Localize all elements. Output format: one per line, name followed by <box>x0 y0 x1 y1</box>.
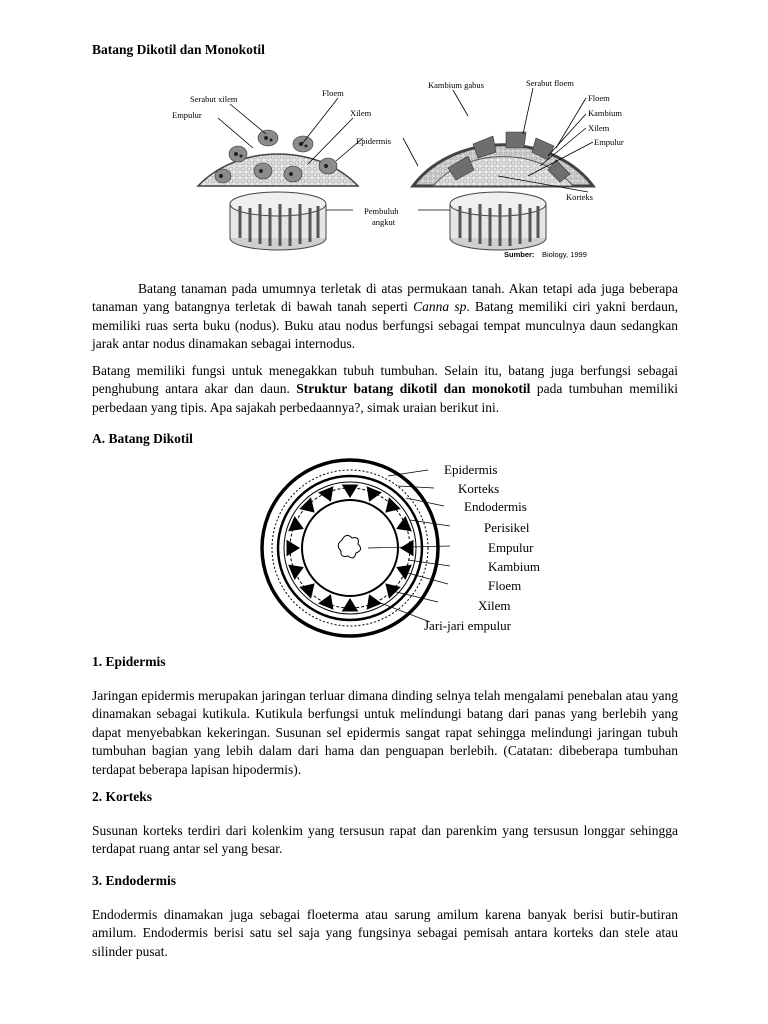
label-floem-right: Floem <box>588 93 610 103</box>
paragraph-function-bold: Struktur batang dikotil dan monokotil <box>296 381 531 397</box>
label-angkut: angkut <box>372 217 396 227</box>
label-xilem-left: Xilem <box>350 108 372 118</box>
heading-korteks: 2. Korteks <box>92 789 152 804</box>
label-perisikel: Perisikel <box>484 520 530 535</box>
dicot-section <box>413 132 593 186</box>
label-source: Biology, 1999 <box>542 250 587 259</box>
label-empulur-left: Empulur <box>172 110 202 120</box>
label-epidermis: Epidermis <box>356 136 391 146</box>
vascular-bundle <box>287 540 300 557</box>
vascular-bundle <box>342 598 359 611</box>
paragraph-intro <box>92 280 678 354</box>
paragraph-intro-italic: Canna sp <box>413 299 467 315</box>
label-floem-left: Floem <box>322 88 344 98</box>
monocot-section <box>198 130 358 186</box>
heading-endodermis: 3. Endodermis <box>92 873 177 888</box>
label-epidermis-2: Epidermis <box>444 462 498 477</box>
paragraph-epidermis: Jaringan epidermis merupakan jaringan terluar dimana dinding selnya telah mengalami penebalan atau yang dinamakan sebagai kutikula. Kutikula berfungsi untuk melindungi batang dari panas yang berlebih yang dapat menyebabkan kekeringan. Susunan sel epidermis sangat rapat sehingga melindungi jaringan tubuh tumbuhan bagian yang lebih dalam dari hama dan penguapan berlebih. (Catatan: dibeberapa tumbuhan terdapat beberapa lapisan hipodermis). <box>92 688 678 777</box>
label-xilem-2: Xilem <box>478 598 511 613</box>
label-korteks-2: Korteks <box>458 481 500 496</box>
label-korteks: Korteks <box>566 192 593 202</box>
label-serabut-xilem: Serabut xilem <box>190 94 238 104</box>
label-xilem-right: Xilem <box>588 123 610 133</box>
figure-dicot-stem <box>238 458 558 640</box>
vascular-cylinder-left <box>230 192 326 250</box>
label-kambium: Kambium <box>588 108 622 118</box>
label-pembuluh: Pembuluh <box>364 206 399 216</box>
label-kambium-gabus: Kambium gabus <box>428 80 484 90</box>
document-title: Batang Dikotil dan Monokotil <box>92 42 265 57</box>
paragraph-function <box>92 362 678 417</box>
vascular-bundle <box>342 485 359 498</box>
vascular-bundle <box>299 583 314 598</box>
label-source-prefix: Sumber: <box>504 250 535 259</box>
paragraph-intro-part-1: Batang tanaman pada umumnya terletak di atas permukaan tanah. Akan tetapi ada juga beberapa tanaman yang batangnya terletak di bawah tanah seperti <box>92 281 678 315</box>
paragraph-korteks: Susunan korteks terdiri dari kolenkim yang tersusun rapat dan parenkim yang tersusun longgar sehingga terdapat ruang antar sel yang besar. <box>92 823 678 857</box>
vascular-bundle <box>299 497 314 512</box>
label-empulur-2: Empulur <box>488 540 534 555</box>
paragraph-endodermis: Endodermis dinamakan juga sebagai floeterma atau sarung amilum karena banyak berisi butir-butiran amilum. Endodermis berisi satu sel saja yang fungsinya sebagai pemisah antara korteks dan stele atau silinder pusat. <box>92 907 678 959</box>
label-empulur-right: Empulur <box>594 137 624 147</box>
figure-stem-cross-sections <box>168 76 638 266</box>
vascular-cylinder-right <box>450 192 546 250</box>
label-serabut-floem: Serabut floem <box>526 78 574 88</box>
label-floem-2: Floem <box>488 578 522 593</box>
paragraph-function-part-2: pada tumbuhan memiliki perbedaan yang tipis. Apa sajakah perbedaannya?, simak uraian berikut ini. <box>92 381 678 415</box>
label-jari-jari-empulur: Jari-jari empulur <box>424 618 511 633</box>
label-kambium-2: Kambium <box>488 559 540 574</box>
vascular-bundles <box>287 485 414 612</box>
vascular-bundle <box>385 497 400 512</box>
heading-batang-dikotil: A. Batang Dikotil <box>92 431 193 446</box>
label-endodermis: Endodermis <box>464 499 527 514</box>
heading-epidermis: 1. Epidermis <box>92 654 166 669</box>
paragraph-intro-part-2: . Batang memiliki ciri yakni berdaun, memiliki ruas serta buku (nodus). Buku atau nodus berfungsi sebagai tempat munculnya daun sedangkan jarak antar nodus dinamakan sebagai internodus. <box>92 299 678 352</box>
paragraph-function-part-1: Batang memiliki fungsi untuk menegakkan tubuh tumbuhan. Selain itu, batang juga berfungsi sebagai penghubung antara akar dan daun. <box>92 363 678 397</box>
vascular-bundle <box>400 540 413 557</box>
